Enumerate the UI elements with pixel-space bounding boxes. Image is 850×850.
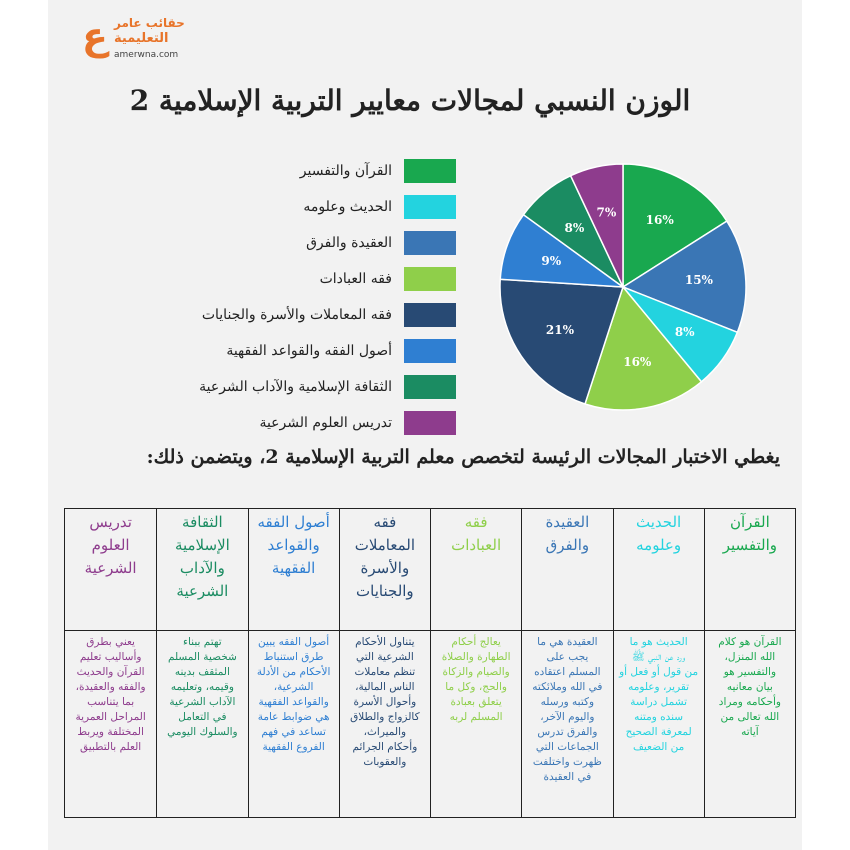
table-body-line: الفروع الفقهية [262, 741, 325, 753]
table-body-cell [157, 635, 247, 740]
table-body-line: في التعامل [178, 711, 227, 723]
table-body-line: الناس المالية، [355, 681, 415, 693]
table-header-cell [705, 509, 795, 631]
table-body-line: القرآن هو كلام [718, 636, 782, 648]
legend-label: القرآن والتفسير [299, 163, 392, 179]
logo-url: amerwna.com [114, 50, 179, 60]
pie-slice-label: 8% [674, 324, 695, 339]
table-body-line: وكتبه ورسله [540, 696, 595, 708]
table-body-line: والسلوك اليومي [167, 726, 238, 738]
section-subtitle: يغطي الاختبار المجالات الرئيسة لتخصص معلم التربية الإسلامية 2، ويتضمن ذلك: [146, 446, 780, 468]
table-header-line: والقواعد [267, 536, 320, 554]
table-body-line: والقواعد الفقهية [258, 696, 329, 708]
table-body-cell [249, 635, 339, 755]
table-body-line: وقيمه، وتعليمه [170, 681, 234, 693]
table-body-line: الآداب الشرعية [169, 696, 236, 708]
table-body-line: والفقه والعقيدة، [75, 681, 146, 693]
legend-label: تدريس العلوم الشرعية [259, 415, 392, 431]
table-body-line: والصيام والزكاة [442, 666, 510, 678]
legend-swatch [404, 231, 456, 255]
table-header-cell [614, 509, 704, 631]
table-column [339, 509, 430, 817]
table-body-line: ظهرت واختلفت [532, 756, 602, 768]
table-body-line: القرآن والحديث [76, 666, 145, 678]
logo-subname: التعليمية [114, 31, 169, 46]
legend-label: فقه المعاملات والأسرة والجنايات [201, 307, 392, 323]
table-header-cell [65, 509, 156, 631]
table-body-cell [431, 635, 521, 725]
table-header-line: القرآن [729, 513, 770, 531]
legend-label: الحديث وعلومه [303, 199, 392, 215]
table-body-line: ورد عن النبي ﷺ [631, 651, 686, 663]
table-body-line: تنظم معاملات [354, 666, 416, 678]
legend-item [226, 338, 456, 364]
table-body-line: واليوم الآخر، [540, 711, 595, 723]
table-body-cell [65, 635, 156, 755]
table-header-line: العلوم [91, 536, 130, 554]
table-header-line: أصول الفقه [257, 513, 330, 531]
table-header-line: والآداب [179, 559, 225, 577]
table-body-line: سنده ومتنه [634, 711, 684, 723]
table-body-line: المختلفة ويربط [77, 726, 144, 738]
table-body-line: تساعد في فهم [261, 726, 326, 738]
table-body-line: الله المنزل، [724, 651, 776, 663]
table-body-line: الطهارة والصلاة [441, 651, 511, 663]
legend-swatch [404, 267, 456, 291]
table-column [613, 509, 704, 817]
table-header-line: العقيدة [545, 513, 590, 531]
table-body-cell [705, 635, 795, 740]
table-body-line: تقرير، وعلومه [628, 681, 690, 693]
table-header-line: تدريس [89, 513, 132, 531]
pie-slice-label: 21% [545, 322, 574, 337]
legend-swatch [404, 339, 456, 363]
table-body-line: والعقوبات [363, 756, 407, 768]
table-body-line: يتناول الأحكام [355, 636, 415, 648]
table-body-line: تهتم ببناء [183, 636, 222, 648]
table-column [248, 509, 339, 817]
legend-item [240, 230, 456, 256]
table-body-line: في الله وملائكته [532, 681, 603, 693]
table-body-line: يعني بطرق [86, 636, 135, 648]
table-header-line: والأسرة [360, 559, 410, 577]
pie-slice-label: 9% [541, 254, 562, 269]
table-body-line: الشرعية، [273, 681, 314, 693]
table-body-line: وأحكام الجرائم [352, 741, 418, 753]
table-body-line: والحج، وكل ما [445, 681, 507, 693]
table-column [156, 509, 247, 817]
table-body-line: من الضعيف [632, 741, 685, 753]
table-body-line: المثقف بدينه [174, 666, 230, 678]
table-body-line: العقيدة هي ما [537, 636, 598, 648]
legend-label: العقيدة والفرق [306, 235, 392, 251]
table-column [430, 509, 521, 817]
table-body-line: الله تعالى من [720, 711, 780, 723]
table-body-line: المسلم لربه [449, 711, 503, 723]
table-body-line: طرق استنباط [263, 651, 324, 663]
table-column [704, 509, 795, 817]
legend-label: أصول الفقه والقواعد الفقهية [226, 343, 392, 359]
pie-chart [498, 162, 748, 412]
legend-item [240, 158, 456, 184]
legend-item [201, 302, 456, 328]
table-body-line: المراحل العمرية [75, 711, 146, 723]
table-column [65, 509, 156, 817]
legend-swatch [404, 303, 456, 327]
table-header-cell [157, 509, 247, 631]
pie-slice-label: 15% [684, 272, 713, 287]
table-body-cell [522, 635, 612, 785]
table-body-line: الأحكام من الأدلة [256, 666, 331, 678]
table-header-line: والجنايات [356, 582, 414, 600]
table-header-line: فقه [373, 513, 397, 531]
table-body-line: الجماعات التي [535, 741, 599, 753]
logo-name: حقائب عامر [114, 16, 185, 30]
legend-swatch [404, 411, 456, 435]
legend-item [240, 194, 456, 220]
table-body-line: بيان معانيه [726, 681, 773, 693]
table-header-line: الشرعية [176, 582, 229, 600]
pie-slice-label: 16% [623, 354, 652, 369]
table-body-line: الحديث هو ما [629, 636, 688, 648]
table-body-line: هي ضوابط عامة [257, 711, 330, 723]
table-body-line: لمعرفة الصحيح [625, 726, 692, 738]
table-header-line: الفقهية [271, 559, 316, 577]
domains-table [64, 508, 796, 818]
table-header-line: فقه [464, 513, 488, 531]
table-body-cell [614, 635, 704, 755]
legend-label: الثقافة الإسلامية والآداب الشرعية [199, 379, 392, 395]
table-header-cell [522, 509, 612, 631]
table-header-cell [340, 509, 430, 631]
table-body-line: وأحكامه ومراد [718, 696, 781, 708]
table-body-line: شخصية المسلم [167, 651, 237, 663]
table-body-line: والفرق تدرس [537, 726, 598, 738]
table-body-line: والتفسير هو [723, 666, 777, 678]
table-header-cell [249, 509, 339, 631]
table-body-line: المسلم اعتقاده [534, 666, 601, 678]
table-body-line: وأحوال الأسرة [353, 696, 417, 708]
table-body-line: بما يتناسب [87, 696, 135, 708]
table-header-line: المعاملات [354, 536, 416, 554]
legend-swatch [404, 195, 456, 219]
table-body-line: من قول أو فعل أو [619, 666, 699, 678]
pie-slice-label: 8% [564, 221, 585, 236]
table-header-line: والتفسير [722, 536, 778, 554]
table-body-line: تشمل دراسة [630, 696, 687, 708]
table-body-line: وأساليب تعليم [79, 651, 142, 663]
legend-item [240, 266, 456, 292]
table-body-line: كالزواج والطلاق [350, 711, 420, 723]
table-body-line: آياته [741, 726, 759, 738]
table-header-cell [431, 509, 521, 631]
table-header-line: الثقافة [182, 513, 223, 531]
legend-swatch [404, 159, 456, 183]
logo-mark-icon: ع [82, 14, 108, 58]
table-body-line: الشرعية التي [356, 651, 414, 663]
legend-label: فقه العبادات [319, 271, 392, 287]
chart-title: الوزن النسبي لمجالات معايير التربية الإسلامية 2 [129, 84, 691, 117]
brand-logo[interactable] [82, 14, 192, 64]
legend-swatch [404, 375, 456, 399]
table-column [521, 509, 612, 817]
table-header-line: وعلومه [636, 536, 682, 554]
table-body-line: يجب على [546, 651, 589, 663]
pie-slice-label: 16% [645, 213, 674, 228]
table-body-line: يتعلق بعبادة [450, 696, 502, 708]
table-header-line: الحديث [636, 513, 682, 531]
table-body-line: العلم بالتطبيق [80, 741, 142, 753]
table-header-line: الإسلامية [174, 536, 230, 554]
pie-slice-label: 7% [596, 205, 617, 220]
table-body-line: في العقيدة [543, 771, 592, 783]
table-body-cell [340, 635, 430, 770]
table-header-line: والفرق [545, 536, 590, 554]
table-body-line: والميراث، [363, 726, 407, 738]
table-body-line: أصول الفقه يبين [258, 636, 330, 648]
legend-item [240, 410, 456, 436]
table-header-line: الشرعية [84, 559, 137, 577]
table-header-line: العبادات [451, 536, 502, 554]
table-body-line: يعالج أحكام [451, 636, 501, 648]
legend-item [199, 374, 456, 400]
